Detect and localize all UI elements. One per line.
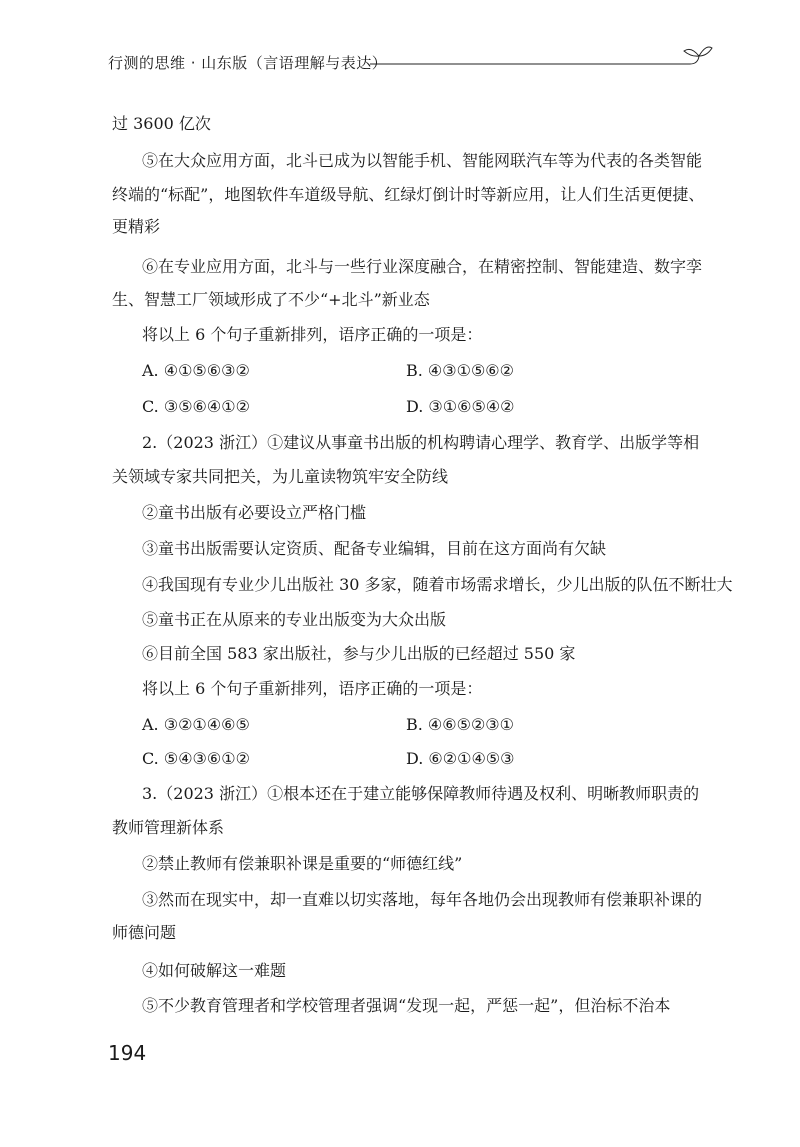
question-header: 3.（2023 浙江）①根本还在于建立能够保障教师待遇及权利、明晰教师职责的 <box>142 784 700 803</box>
text-line: ②童书出版有必要设立严格门槛 <box>142 503 367 522</box>
text-line: 更精彩 <box>112 217 161 236</box>
question-prompt: 将以上 6 个句子重新排列，语序正确的一项是： <box>142 679 483 698</box>
text-line: ④我国现有专业少儿出版社 30 多家，随着市场需求增长，少儿出版的队伍不断壮大 <box>142 575 733 594</box>
text-line: ③童书出版需要认定资质、配备专业编辑，目前在这方面尚有欠缺 <box>142 539 607 558</box>
page-number: 194 <box>108 1041 147 1065</box>
answer-option: D. ⑥②①④⑤③ <box>406 749 515 768</box>
header-title: 行测的思维 · 山东版（言语理解与表达） <box>108 54 388 72</box>
text-line: 生、智慧工厂领域形成了不少“+北斗”新业态 <box>112 290 430 309</box>
text-line: ⑥目前全国 583 家出版社，参与少儿出版的已经超过 550 家 <box>142 644 576 663</box>
text-line: ②禁止教师有偿兼职补课是重要的“师德红线” <box>142 854 463 873</box>
text-line: 关领域专家共同把关，为儿童读物筑牢安全防线 <box>112 467 449 486</box>
text-line: 终端的“标配”，地图软件车道级导航、红绿灯倒计时等新应用，让人们生活更便捷、 <box>112 185 705 204</box>
answer-option: C. ③⑤⑥④①② <box>142 397 250 416</box>
text-line: 师德问题 <box>112 923 177 942</box>
running-header <box>108 42 713 78</box>
text-line: ⑤童书正在从原来的专业出版变为大众出版 <box>142 610 447 629</box>
text-line: ⑤在大众应用方面，北斗已成为以智能手机、智能网联汽车等为代表的各类智能 <box>142 151 703 170</box>
text-line: ⑤不少教育管理者和学校管理者强调“发现一起，严惩一起”，但治标不治本 <box>142 996 671 1015</box>
text-line: ③然而在现实中，却一直难以切实落地，每年各地仍会出现教师有偿兼职补课的 <box>142 890 703 909</box>
text-line: 过 3600 亿次 <box>112 114 211 133</box>
text-line: ④如何破解这一难题 <box>142 961 287 980</box>
answer-option: B. ④⑥⑤②③① <box>406 715 514 734</box>
question-header: 2.（2023 浙江）①建议从事童书出版的机构聘请心理学、教育学、出版学等相 <box>142 433 700 452</box>
answer-option: B. ④③①⑤⑥② <box>406 361 514 380</box>
answer-option: A. ③②①④⑥⑤ <box>142 715 250 734</box>
question-prompt: 将以上 6 个句子重新排列，语序正确的一项是： <box>142 325 483 344</box>
answer-option: A. ④①⑤⑥③② <box>142 361 250 380</box>
answer-option: D. ③①⑥⑤④② <box>406 397 515 416</box>
answer-option: C. ⑤④③⑥①② <box>142 749 250 768</box>
text-line: 教师管理新体系 <box>112 818 225 837</box>
text-line: ⑥在专业应用方面，北斗与一些行业深度融合，在精密控制、智能建造、数字孪 <box>142 257 703 276</box>
